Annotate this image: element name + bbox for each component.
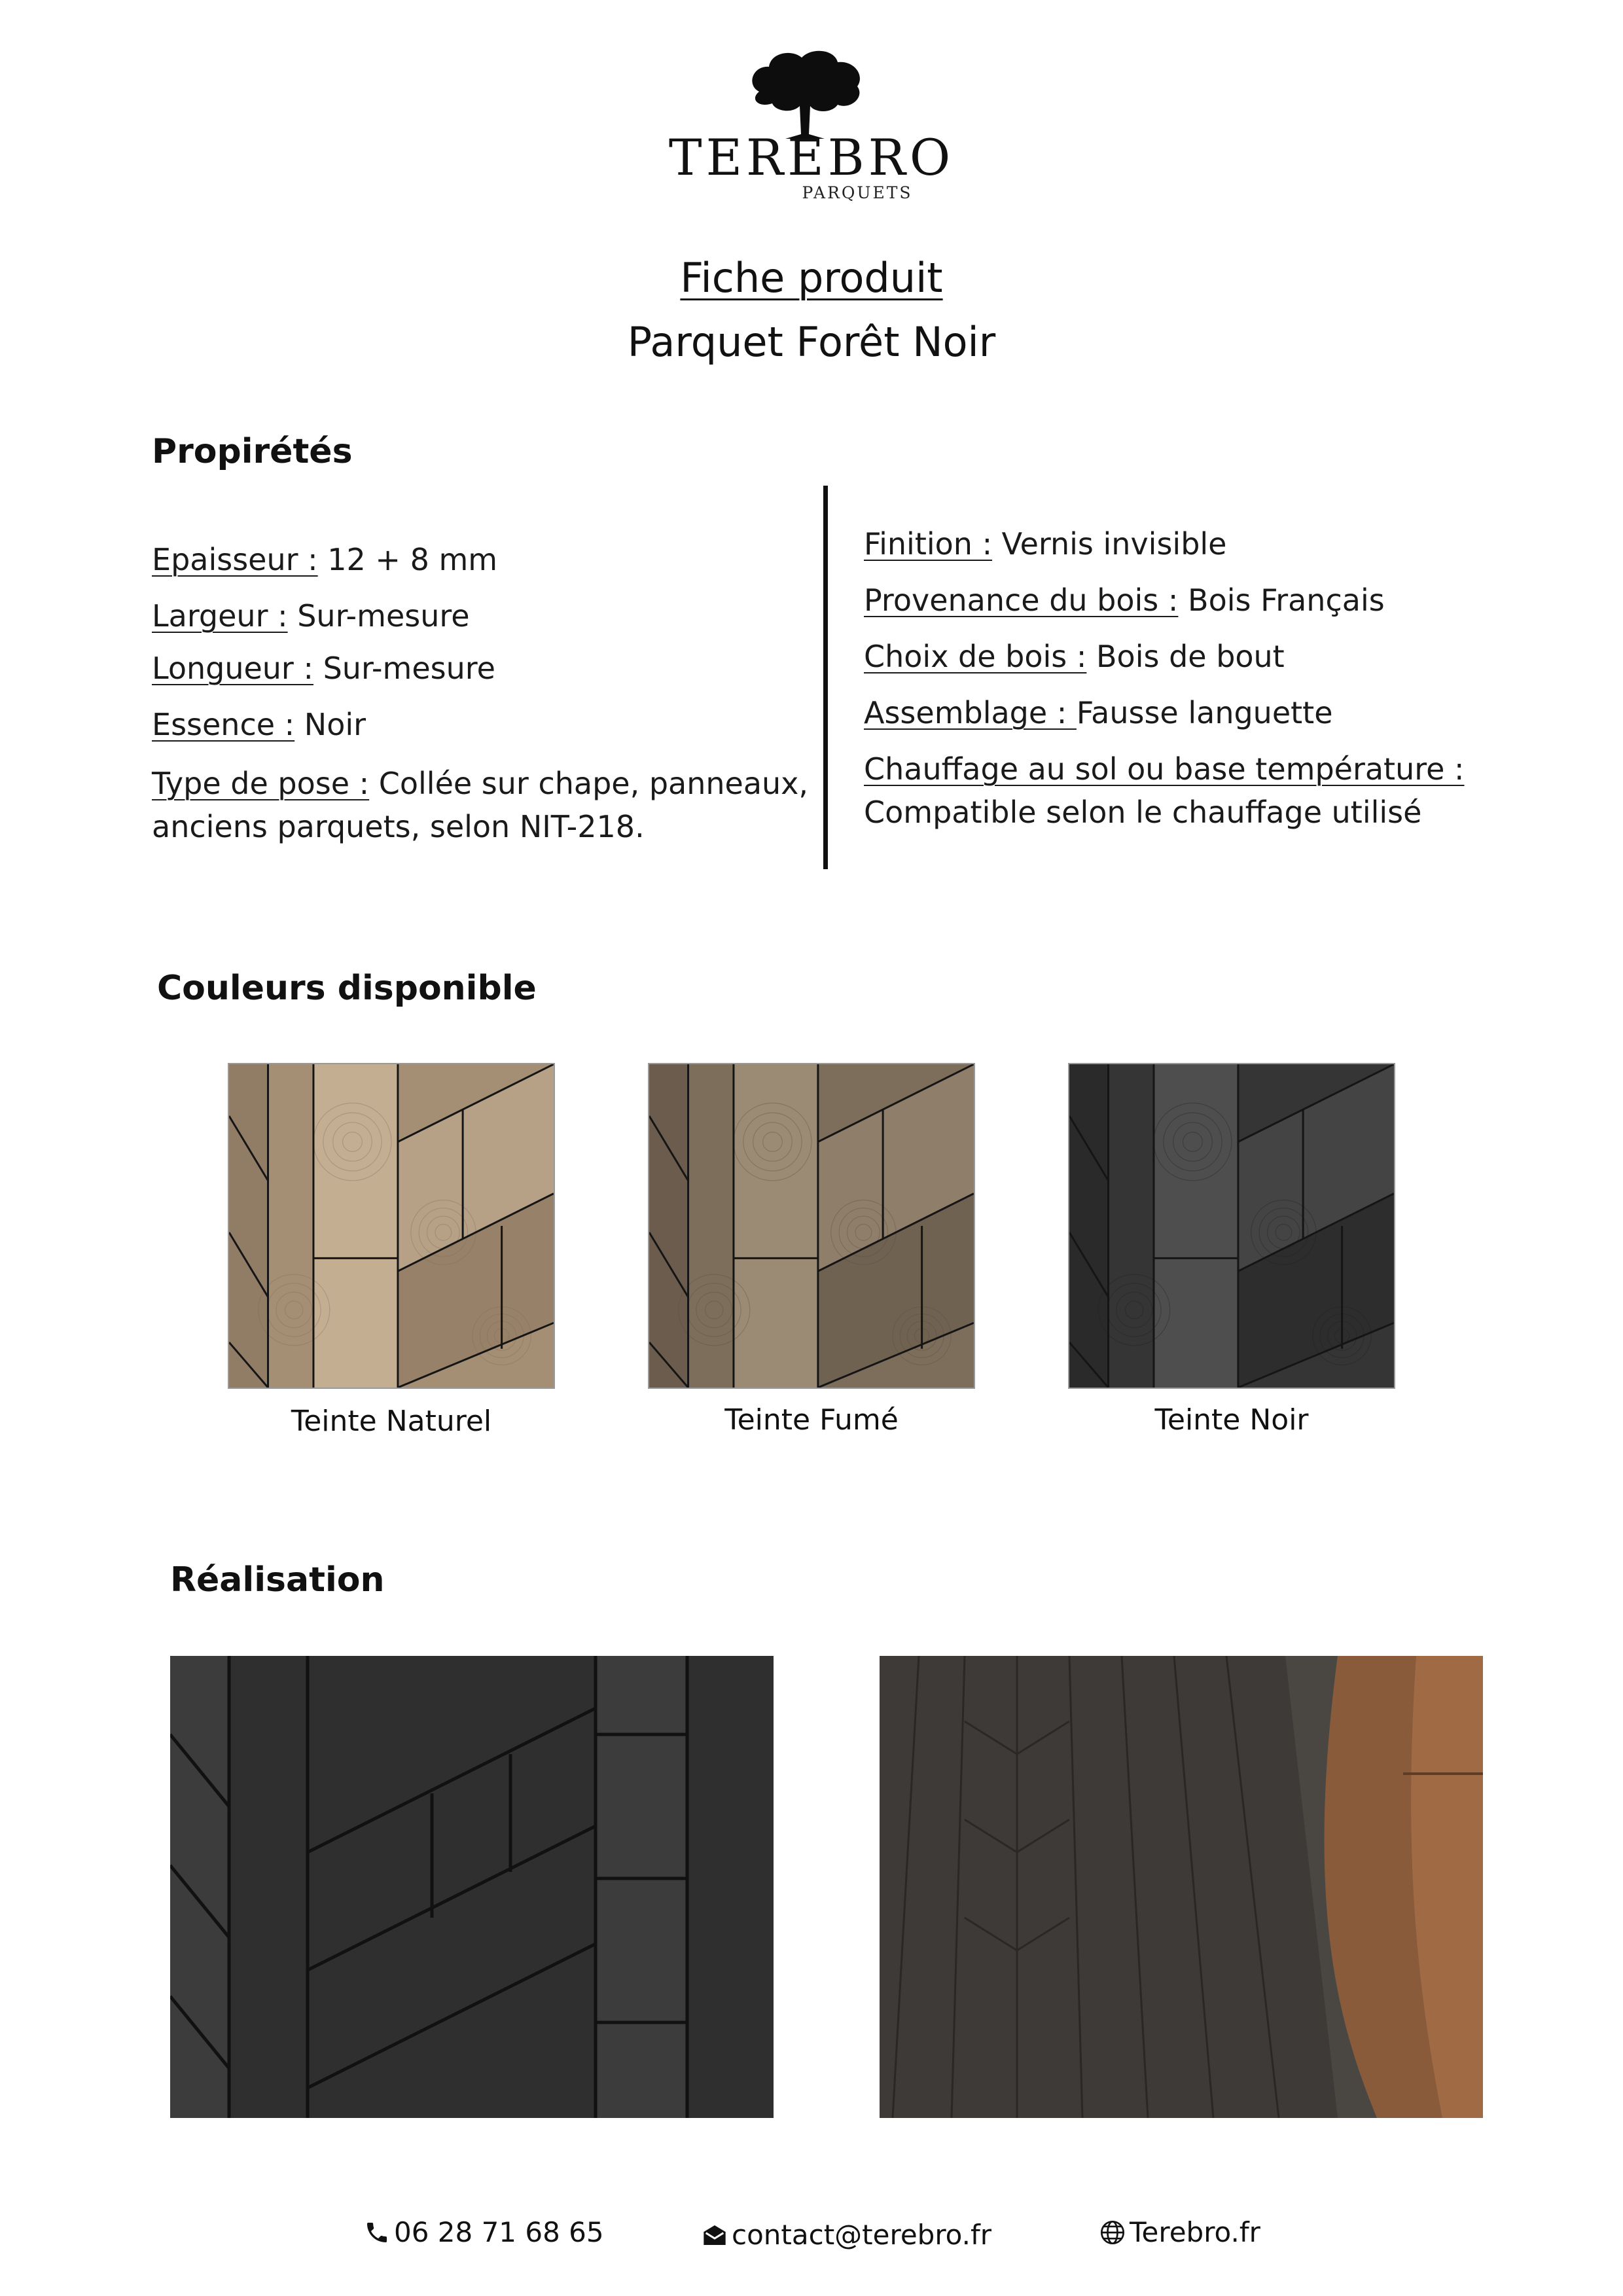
prop-value-line2: anciens parquets, selon NIT-218.	[152, 809, 645, 844]
website-url: Terebro.fr	[1130, 2216, 1260, 2248]
prop-value: Sur-mesure	[313, 651, 495, 686]
prop-value: Noir	[294, 707, 366, 742]
prop-essence	[152, 703, 366, 746]
product-name: Parquet Forêt Noir	[627, 318, 996, 366]
prop-value: Vernis invisible	[992, 526, 1227, 562]
column-divider	[823, 486, 828, 869]
prop-epaisseur	[152, 538, 497, 581]
swatch-fume	[648, 1063, 975, 1389]
phone-icon	[364, 2219, 390, 2246]
prop-key: Type de pose :	[152, 766, 370, 801]
footer-email[interactable]	[702, 2219, 991, 2251]
swatch-label: Teinte Noir	[1154, 1403, 1309, 1437]
prop-choix-de-bois	[864, 635, 1285, 678]
prop-value: Bois de bout	[1086, 639, 1285, 674]
prop-key: Essence :	[152, 707, 295, 742]
prop-value: Collée sur chape, panneaux,	[369, 766, 809, 801]
swatch-noir	[1068, 1063, 1395, 1389]
tree-icon	[746, 46, 864, 141]
prop-type-de-pose	[152, 762, 808, 848]
prop-key: Epaisseur :	[152, 542, 318, 577]
prop-value: 12 + 8 mm	[317, 542, 498, 577]
swatch-label: Teinte Fumé	[724, 1403, 899, 1437]
colors-heading: Couleurs disponible	[157, 969, 537, 1008]
prop-value-line2: Compatible selon le chauffage utilisé	[864, 795, 1422, 830]
prop-key: Chauffage au sol ou base température :	[864, 751, 1465, 787]
photo-hallway	[880, 1656, 1483, 2118]
prop-value: Bois Français	[1178, 583, 1385, 618]
prop-finition	[864, 522, 1226, 565]
prop-longueur	[152, 647, 495, 690]
email-address: contact@terebro.fr	[732, 2219, 992, 2251]
prop-value: Fausse languette	[1076, 695, 1333, 730]
prop-key: Finition :	[864, 526, 993, 562]
realisation-heading: Réalisation	[170, 1560, 385, 1600]
prop-chauffage	[864, 747, 1465, 834]
swatch-naturel	[228, 1063, 555, 1389]
footer-website[interactable]	[1099, 2216, 1260, 2248]
brand-tagline: PARQUETS	[802, 183, 913, 202]
globe-icon	[1099, 2219, 1126, 2246]
envelope-icon	[702, 2222, 728, 2248]
prop-key: Assemblage :	[864, 695, 1077, 730]
page-title: Fiche produit	[680, 254, 943, 302]
prop-largeur	[152, 594, 470, 637]
properties-heading: Propirétés	[152, 432, 353, 471]
prop-provenance	[864, 579, 1385, 622]
prop-key: Provenance du bois :	[864, 583, 1179, 618]
photo-closeup	[170, 1656, 774, 2118]
prop-assemblage	[864, 691, 1333, 734]
prop-key: Choix de bois :	[864, 639, 1087, 674]
swatch-label: Teinte Naturel	[291, 1405, 492, 1438]
footer-phone[interactable]	[364, 2216, 604, 2248]
phone-number: 06 28 71 68 65	[394, 2216, 604, 2248]
prop-key: Longueur :	[152, 651, 313, 686]
prop-key: Largeur :	[152, 598, 288, 634]
brand-name: TEREBRO	[668, 128, 955, 187]
prop-value: Sur-mesure	[287, 598, 470, 634]
